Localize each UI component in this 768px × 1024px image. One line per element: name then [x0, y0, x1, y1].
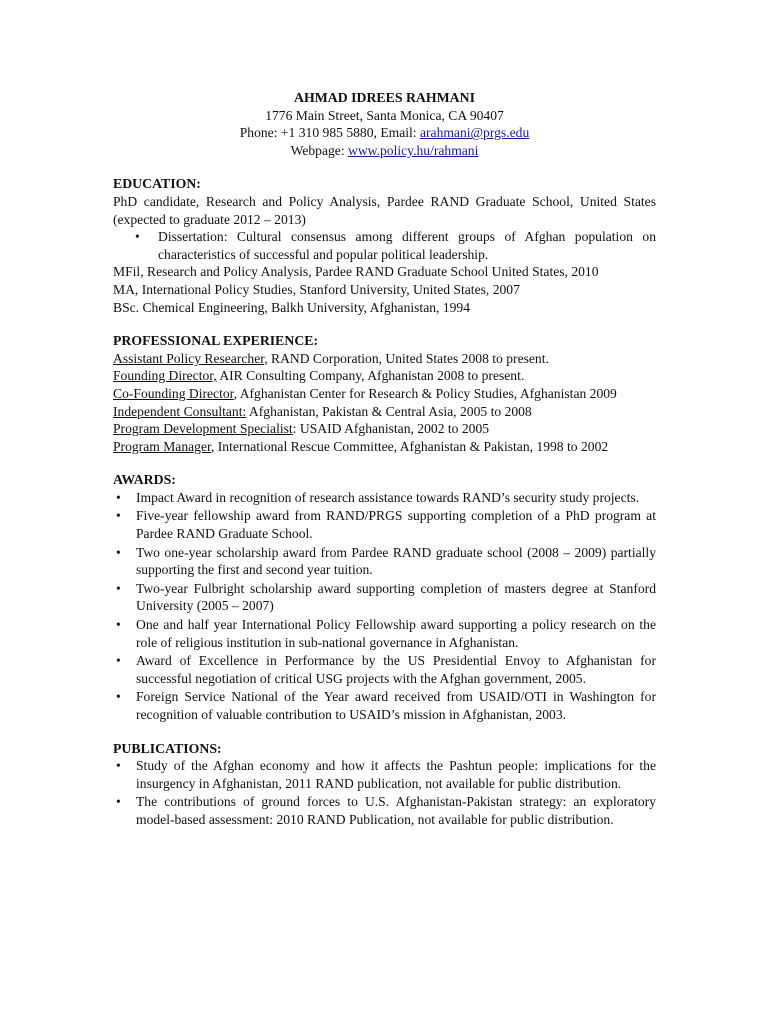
- bullet-icon: •: [116, 489, 121, 505]
- dissertation-item: [113, 228, 656, 263]
- publications-title: PUBLICATIONS:: [113, 740, 222, 756]
- award-text: Foreign Service National of the Year award received from USAID/OTI in Washington for recognition of valuable contribution to USAID’s mission in Afghanistan, 2003.: [136, 689, 656, 722]
- bullet-icon: •: [116, 689, 121, 705]
- bullet-icon: •: [116, 653, 121, 669]
- list-item: [113, 757, 656, 792]
- resume-content: [113, 89, 656, 830]
- experience-detail: : USAID Afghanistan, 2002 to 2005: [292, 421, 490, 437]
- awards-list: [113, 489, 656, 724]
- education-item: MFil, Research and Policy Analysis, Pardee RAND Graduate School United States, 2010: [113, 264, 599, 280]
- award-text: One and half year International Policy Fellowship award supporting a policy research on the role of religious institution in sub-national governance in Afghanistan.: [136, 617, 656, 650]
- publication-text: The contributions of ground forces to U.S. Afghanistan-Pakistan strategy: an exploratory model-based assessment: 2010 RAND Publication, not available for public distribution.: [136, 794, 656, 827]
- header: [113, 89, 656, 159]
- experience-item: [113, 350, 656, 368]
- award-text: Two-year Fulbright scholarship award supporting completion of masters degree at Stanford University (2005 – 2007): [136, 580, 656, 614]
- phone-text: Phone: +1 310 985 5880, Email:: [239, 125, 420, 141]
- list-item: [113, 688, 656, 723]
- education-section: [113, 175, 656, 316]
- award-text: Two one-year scholarship award from Pardee RAND graduate school (2008 – 2009) partially supporting the first and second year tuition.: [136, 544, 656, 578]
- experience-detail: AIR Consulting Company, Afghanistan 2008 to present.: [216, 368, 525, 384]
- experience-role: Program Manager: [113, 438, 211, 454]
- bullet-icon: •: [116, 544, 121, 560]
- bullet-icon: •: [116, 617, 121, 633]
- education-item: MA, International Policy Studies, Stanford University, United States, 2007: [113, 281, 520, 297]
- experience-detail: Afghanistan, Pakistan & Central Asia, 2005 to 2008: [246, 403, 532, 419]
- webpage-label: Webpage:: [290, 142, 349, 158]
- experience-role: Program Development Specialist: [113, 421, 293, 437]
- experience-role: Founding Director,: [113, 368, 217, 384]
- experience-detail: , International Rescue Committee, Afghanistan & Pakistan, 1998 to 2002: [210, 438, 609, 454]
- webpage-link[interactable]: www.policy.hu/rahmani: [348, 142, 479, 158]
- list-item: [113, 580, 656, 615]
- publications-section: [113, 740, 656, 829]
- experience-detail: , RAND Corporation, United States 2008 to present.: [264, 350, 549, 366]
- dissertation-text: Dissertation: Cultural consensus among different groups of Afghan population on characteristics of successful and popular political leadership.: [158, 229, 656, 262]
- experience-role: Co-Founding Director: [113, 385, 234, 401]
- experience-item: [113, 385, 656, 403]
- list-item: [113, 616, 656, 651]
- bullet-icon: •: [116, 508, 121, 524]
- award-text: Impact Award in recognition of research assistance towards RAND’s security study projects.: [136, 489, 640, 505]
- list-item: [113, 544, 656, 579]
- publication-text: Study of the Afghan economy and how it affects the Pashtun people: implications for the insurgency in Afghanistan, 2011 RAND publication, not available for public distribution.: [136, 758, 656, 791]
- experience-item: [113, 420, 656, 438]
- list-item: [113, 489, 656, 507]
- webpage-line: [113, 142, 656, 160]
- award-text: Five-year fellowship award from RAND/PRGS supporting completion of a PhD program at Pardee RAND Graduate School.: [136, 508, 656, 542]
- bullet-icon: •: [116, 794, 121, 810]
- award-text: Award of Excellence in Performance by the US Presidential Envoy to Afghanistan for successful negotiation of critical USG projects with the Afghan government, 2005.: [136, 653, 656, 686]
- experience-role: Assistant Policy Researcher: [113, 350, 265, 366]
- dissertation-list: [113, 228, 656, 263]
- email-link[interactable]: arahmani@prgs.edu: [419, 125, 530, 141]
- list-item: [113, 507, 656, 542]
- experience-item: [113, 438, 656, 456]
- education-title: EDUCATION:: [113, 176, 201, 192]
- experience-item: [113, 403, 656, 421]
- experience-item: [113, 367, 656, 385]
- education-item: BSc. Chemical Engineering, Balkh University, Afghanistan, 1994: [113, 299, 471, 315]
- awards-title: AWARDS:: [113, 472, 176, 488]
- contact-line: [113, 124, 656, 142]
- education-phd: PhD candidate, Research and Policy Analysis, Pardee RAND Graduate School, United States (expected to graduate 2012 – 2013): [113, 193, 656, 227]
- bullet-icon: •: [116, 580, 121, 596]
- list-item: [113, 793, 656, 828]
- address: 1776 Main Street, Santa Monica, CA 90407: [265, 107, 504, 123]
- awards-section: [113, 471, 656, 723]
- bullet-icon: •: [116, 758, 121, 774]
- publications-list: [113, 757, 656, 828]
- experience-detail: , Afghanistan Center for Research & Policy Studies, Afghanistan 2009: [233, 385, 617, 401]
- experience-role: Independent Consultant:: [113, 403, 247, 419]
- list-item: [113, 652, 656, 687]
- experience-section: [113, 332, 656, 455]
- full-name: AHMAD IDREES RAHMANI: [294, 90, 475, 105]
- bullet-icon: •: [135, 229, 140, 245]
- experience-title: PROFESSIONAL EXPERIENCE:: [113, 333, 319, 349]
